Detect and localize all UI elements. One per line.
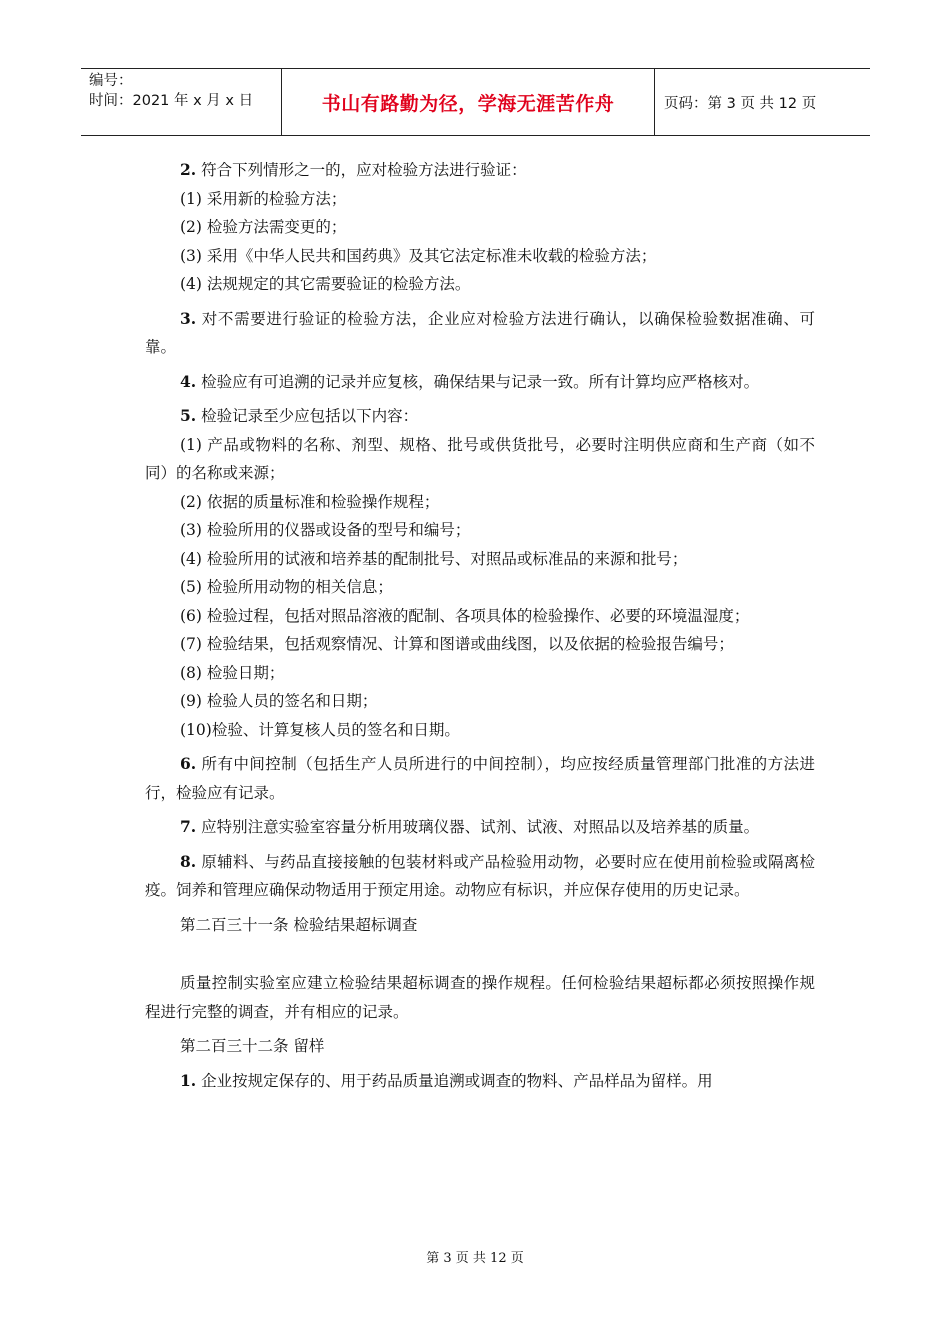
item-number: 8.	[180, 851, 197, 871]
item-text: 检验记录至少应包括以下内容：	[196, 407, 419, 425]
paragraph-item-6	[145, 750, 815, 807]
item-number: 6.	[180, 754, 197, 773]
list-item: (4) 检验所用的试液和培养基的配制批号、对照品或标准品的来源和批号；	[180, 549, 688, 568]
document-body	[145, 156, 815, 1095]
list-item: (8) 检验日期；	[180, 663, 285, 682]
list-item: (5) 检验所用动物的相关信息；	[180, 578, 393, 596]
item-number: 3.	[180, 308, 197, 328]
header-left-cell	[81, 69, 281, 135]
article-231-text: 质量控制实验室应建立检验结果超标调查的操作规程。任何检验结果超标都必须按照操作规程进行完整的调查，并有相应的记录。	[145, 974, 815, 1021]
item-number: 5.	[180, 406, 197, 425]
paragraph-item-7	[145, 813, 815, 842]
list-item: (7) 检验结果，包括观察情况、计算和图谱或曲线图，以及依据的检验报告编号；	[180, 635, 734, 653]
list-item: (10)检验、计算复核人员的签名和日期。	[180, 720, 460, 739]
item-number: 1.	[180, 1070, 197, 1090]
item-text: 原辅料、与药品直接接触的包装材料或产品检验用动物，必要时应在使用前检验或隔离检疫。饲养和管理应确保动物适用于预定用途。动物应有标识，并应保存使用的历史记录。	[145, 852, 815, 899]
item-text: 应特别注意实验室容量分析用玻璃仪器、试剂、试液、对照品以及培养基的质量。	[196, 818, 760, 836]
item-text: 对不需要进行验证的检验方法，企业应对检验方法进行确认，以确保检验数据准确、可靠。	[145, 309, 815, 356]
document-number-label: 编号：	[89, 73, 133, 89]
list-item: (2) 检验方法需变更的；	[180, 218, 347, 236]
paragraph-item-4	[145, 368, 815, 397]
paragraph-item-1	[145, 1067, 815, 1096]
article-232-title: 第二百三十二条 留样	[180, 1037, 325, 1055]
list-item: (1) 产品或物料的名称、剂型、规格、批号或供货批号，必要时注明供应商和生产商（如不同）的名称或来源；	[145, 435, 815, 482]
article-231-title: 第二百三十一条 检验结果超标调查	[180, 915, 418, 934]
paragraph-item-3	[145, 305, 815, 362]
header-page-info: 页码：第 3 页 共 12 页	[664, 95, 817, 112]
item-text: 符合下列情形之一的，应对检验方法进行验证：	[196, 161, 527, 179]
item-text: 所有中间控制（包括生产人员所进行的中间控制），均应按经质量管理部门批准的方法进行，检验应有记录。	[145, 755, 815, 802]
paragraph-item-5	[145, 402, 815, 431]
item-number: 2.	[180, 160, 197, 179]
item-text: 企业按规定保存的、用于药品质量追溯或调查的物料、产品样品为留样。用	[196, 1071, 713, 1090]
paragraph-item-2	[145, 156, 815, 185]
list-item: (3) 采用《中华人民共和国药典》及其它法定标准未收载的检验方法；	[180, 246, 657, 265]
document-header	[81, 68, 870, 136]
list-item: (6) 检验过程，包括对照品溶液的配制、各项具体的检验操作、必要的环境温湿度；	[180, 606, 750, 625]
document-date: 时间：2021 年 x 月 x 日	[89, 93, 254, 109]
list-item: (9) 检验人员的签名和日期；	[180, 692, 378, 710]
list-item: (4) 法规规定的其它需要验证的检验方法。	[180, 275, 471, 293]
list-item: (1) 采用新的检验方法；	[180, 189, 347, 208]
page-footer: 第 3 页 共 12 页	[426, 1251, 524, 1266]
item-number: 4.	[180, 371, 197, 391]
paragraph-item-8	[145, 848, 815, 905]
item-number: 7.	[180, 817, 197, 836]
item-text: 检验应有可追溯的记录并应复核，确保结果与记录一致。所有计算均应严格核对。	[196, 372, 760, 391]
list-item: (3) 检验所用的仪器或设备的型号和编号；	[180, 521, 471, 539]
list-item: (2) 依据的质量标准和检验操作规程；	[180, 492, 440, 511]
header-motto: 书山有路勤为径，学海无涯苦作舟	[281, 69, 655, 135]
